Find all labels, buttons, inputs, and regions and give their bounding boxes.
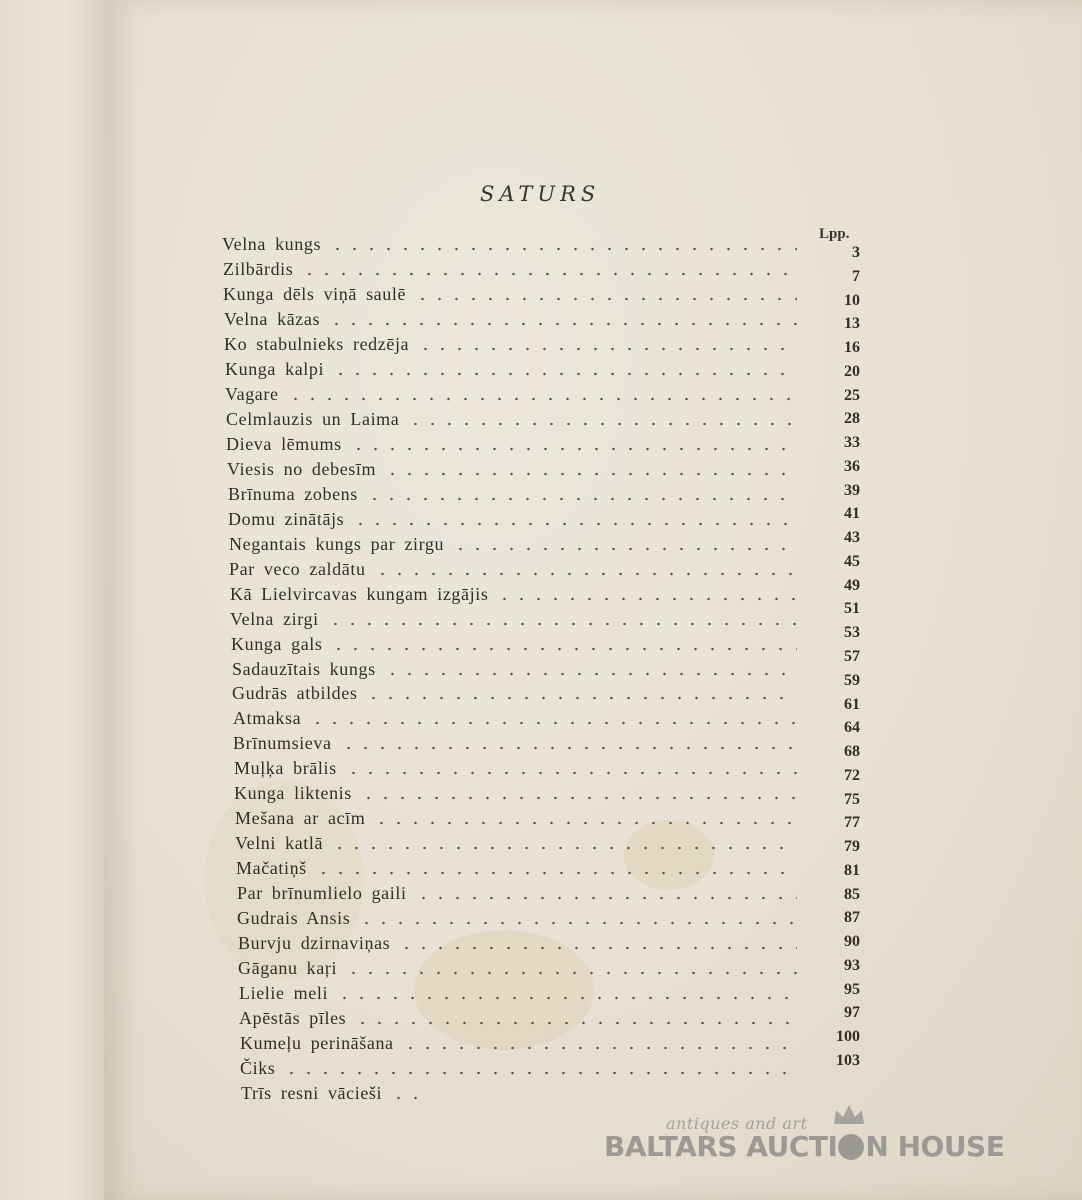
toc-entry bbox=[224, 334, 805, 358]
dot-leader bbox=[329, 244, 797, 254]
toc-entry bbox=[237, 883, 805, 907]
toc-entry-title: Velni katlā bbox=[235, 833, 324, 853]
toc-entry bbox=[233, 733, 805, 757]
page-column-header: Lpp. bbox=[819, 226, 850, 242]
toc-entry bbox=[238, 933, 805, 957]
toc-entry-page-number: 81 bbox=[844, 862, 860, 879]
toc-entry-page-number: 95 bbox=[844, 981, 860, 998]
watermark-brand-part1: BALTARS AUCTI bbox=[604, 1130, 838, 1163]
dot-leader bbox=[315, 868, 797, 878]
dot-leader bbox=[390, 1093, 420, 1103]
toc-heading: SATURS bbox=[480, 182, 601, 206]
toc-entry-title: Gudrais Ansis bbox=[237, 908, 351, 928]
toc-entry-page-number: 103 bbox=[836, 1052, 860, 1069]
toc-entry bbox=[229, 559, 805, 583]
toc-entry-page-number: 85 bbox=[844, 886, 860, 903]
toc-entry-page-number: 20 bbox=[844, 363, 860, 380]
dot-leader bbox=[496, 594, 797, 604]
toc-entry bbox=[230, 584, 805, 608]
dot-leader bbox=[374, 569, 797, 579]
toc-entry-title: Par veco zaldātu bbox=[229, 559, 366, 579]
dot-leader bbox=[345, 768, 797, 778]
dot-leader bbox=[352, 519, 797, 529]
toc-entry-title: Muļķa brālis bbox=[234, 758, 337, 778]
dot-leader bbox=[415, 893, 797, 903]
toc-entry bbox=[237, 908, 805, 932]
toc-entry bbox=[234, 758, 805, 782]
toc-entry-title: Velna zirgi bbox=[230, 609, 319, 629]
toc-entry-title: Celmlauzis un Laima bbox=[226, 409, 400, 429]
toc-entry-title: Kunga gals bbox=[231, 634, 323, 654]
toc-entry-title: Trīs resni vācieši bbox=[241, 1083, 383, 1103]
dot-leader bbox=[398, 943, 797, 953]
toc-entry-title: Kunga dēls viņā saulē bbox=[223, 284, 407, 304]
toc-entry-page-number: 100 bbox=[836, 1028, 860, 1045]
toc-entry bbox=[222, 234, 805, 258]
dot-leader bbox=[340, 743, 797, 753]
toc-entry-page-number: 49 bbox=[844, 577, 860, 594]
toc-entry-page-number: 10 bbox=[844, 292, 860, 309]
toc-entry-title: Zilbārdis bbox=[223, 259, 294, 279]
toc-entry-page-number: 97 bbox=[844, 1004, 860, 1021]
toc-entry-title: Kunga kalpi bbox=[225, 359, 325, 379]
toc-entry-page-number: 57 bbox=[844, 648, 860, 665]
dot-leader bbox=[350, 444, 797, 454]
toc-entry-title: Velna kāzas bbox=[224, 309, 321, 329]
toc-entry bbox=[223, 259, 805, 283]
toc-entry-title: Kunga liktenis bbox=[234, 783, 352, 803]
toc-entry-page-number: 64 bbox=[844, 719, 860, 736]
toc-entry-title: Kumeļu perināšana bbox=[240, 1033, 394, 1053]
toc-entry-page-number: 79 bbox=[844, 838, 860, 855]
toc-entry-page-number: 36 bbox=[844, 458, 860, 475]
toc-entry bbox=[228, 509, 805, 533]
toc-entry bbox=[234, 783, 805, 807]
dot-leader bbox=[366, 494, 797, 504]
dot-leader bbox=[358, 918, 797, 928]
toc-entry bbox=[240, 1058, 805, 1082]
dot-leader bbox=[327, 619, 797, 629]
toc-entry-page-number: 90 bbox=[844, 933, 860, 950]
toc-entry-title: Par brīnumlielo gaili bbox=[237, 883, 407, 903]
dot-leader bbox=[407, 419, 797, 429]
toc-entry-title: Gudrās atbildes bbox=[232, 683, 358, 703]
toc-entry bbox=[226, 434, 805, 458]
toc-entry-page-number: 7 bbox=[852, 268, 860, 285]
toc-entry bbox=[224, 309, 805, 333]
toc-entry-page-number: 39 bbox=[844, 482, 860, 499]
toc-entry bbox=[228, 484, 805, 508]
dot-leader bbox=[402, 1043, 797, 1053]
toc-entry bbox=[233, 708, 805, 732]
dot-leader bbox=[417, 344, 797, 354]
toc-entry-title: Apēstās pīles bbox=[239, 1008, 347, 1028]
toc-entry bbox=[225, 359, 805, 383]
toc-entry-page-number: 59 bbox=[844, 672, 860, 689]
toc-entry bbox=[239, 983, 805, 1007]
toc-entry-page-number: 45 bbox=[844, 553, 860, 570]
toc-entry-title: Burvju dzirnaviņas bbox=[238, 933, 391, 953]
toc-entry bbox=[225, 384, 805, 408]
dot-leader bbox=[354, 1018, 797, 1028]
toc-entry-page-number: 53 bbox=[844, 624, 860, 641]
toc-entry-page-number: 93 bbox=[844, 957, 860, 974]
toc-entry bbox=[229, 534, 805, 558]
toc-entry-page-number: 33 bbox=[844, 434, 860, 451]
toc-entry bbox=[227, 459, 805, 483]
toc-entry-page-number: 75 bbox=[844, 791, 860, 808]
dot-leader bbox=[373, 818, 797, 828]
toc-entry-page-number: 16 bbox=[844, 339, 860, 356]
toc-entry-page-number: 51 bbox=[844, 600, 860, 617]
dot-leader bbox=[330, 644, 797, 654]
toc-entry bbox=[241, 1083, 441, 1107]
toc-entry-title: Mešana ar acīm bbox=[235, 808, 366, 828]
toc-entry-title: Vagare bbox=[225, 384, 279, 404]
toc-entry-title: Brīnuma zobens bbox=[228, 484, 358, 504]
toc-entry bbox=[226, 409, 805, 433]
toc-entry-page-number: 72 bbox=[844, 767, 860, 784]
toc-entry bbox=[239, 1008, 805, 1032]
toc-entry-page-number: 61 bbox=[844, 696, 860, 713]
dot-leader bbox=[384, 469, 797, 479]
toc-entry bbox=[235, 833, 805, 857]
toc-entry-title: Dieva lēmums bbox=[226, 434, 342, 454]
dot-leader bbox=[452, 544, 797, 554]
watermark-brand-part2: N HOUSE bbox=[865, 1130, 1005, 1163]
toc-entry bbox=[238, 958, 805, 982]
toc-entry-title: Brīnumsieva bbox=[233, 733, 332, 753]
toc-entry-title: Ko stabulnieks redzēja bbox=[224, 334, 410, 354]
toc-entry bbox=[236, 858, 805, 882]
toc-entry-page-number: 41 bbox=[844, 505, 860, 522]
toc-entry-page-number: 68 bbox=[844, 743, 860, 760]
dot-leader bbox=[331, 843, 797, 853]
watermark-o-circle-icon bbox=[838, 1134, 864, 1160]
toc-entry bbox=[231, 634, 805, 658]
toc-entry-page-number: 77 bbox=[844, 814, 860, 831]
toc-entry-title: Domu zinātājs bbox=[228, 509, 345, 529]
toc-entry bbox=[235, 808, 805, 832]
dot-leader bbox=[414, 294, 797, 304]
toc-entry-title: Sadauzītais kungs bbox=[232, 659, 376, 679]
dot-leader bbox=[328, 319, 797, 329]
toc-entry-title: Lielie meli bbox=[239, 983, 329, 1003]
dot-leader bbox=[332, 369, 797, 379]
toc-entry-page-number: 87 bbox=[844, 909, 860, 926]
dot-leader bbox=[287, 394, 797, 404]
dot-leader bbox=[384, 669, 797, 679]
dot-leader bbox=[309, 718, 797, 728]
toc-entry-title: Viesis no debesīm bbox=[227, 459, 377, 479]
toc-entry-title: Negantais kungs par zirgu bbox=[229, 534, 445, 554]
dot-leader bbox=[336, 993, 797, 1003]
toc-entry-title: Atmaksa bbox=[233, 708, 302, 728]
toc-entry-page-number: 3 bbox=[852, 244, 860, 261]
toc-entry bbox=[230, 609, 805, 633]
toc-entry-title: Velna kungs bbox=[222, 234, 322, 254]
toc-entry-page-number: 43 bbox=[844, 529, 860, 546]
toc-entry-title: Gāganu kaŗi bbox=[238, 958, 338, 978]
toc-entry-title: Čiks bbox=[240, 1058, 276, 1078]
dot-leader bbox=[345, 968, 797, 978]
watermark-tagline: antiques and art bbox=[666, 1114, 808, 1133]
auction-watermark bbox=[604, 1112, 1004, 1172]
toc-entry bbox=[240, 1033, 805, 1057]
dot-leader bbox=[365, 693, 797, 703]
toc-entry bbox=[223, 284, 805, 308]
toc-entry-title: Kā Lielvircavas kungam izgājis bbox=[230, 584, 489, 604]
toc-entry-page-number: 13 bbox=[844, 315, 860, 332]
toc-entry bbox=[232, 659, 805, 683]
watermark-brand bbox=[604, 1130, 1004, 1163]
toc-entry-page-number: 28 bbox=[844, 410, 860, 427]
toc-entry bbox=[232, 683, 805, 707]
dot-leader bbox=[360, 793, 797, 803]
crown-icon bbox=[832, 1102, 866, 1128]
toc-entry-page-number: 25 bbox=[844, 387, 860, 404]
dot-leader bbox=[301, 269, 797, 279]
dot-leader bbox=[283, 1068, 797, 1078]
toc-entry-title: Mačatiņš bbox=[236, 858, 307, 878]
